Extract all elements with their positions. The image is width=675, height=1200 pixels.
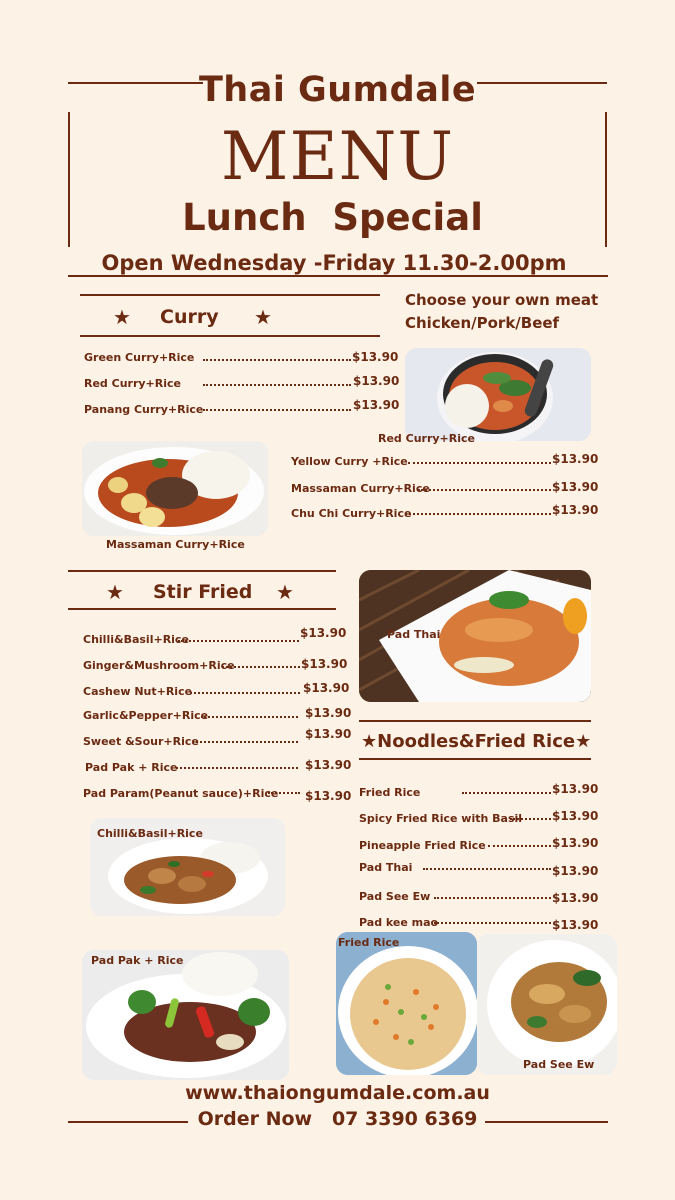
dot-leader xyxy=(408,462,551,464)
stir-fried-rule-top xyxy=(68,570,336,572)
menu-item-name: Sweet &Sour+Rice xyxy=(83,735,199,748)
choose-meat-note xyxy=(405,289,598,335)
menu-item-price: $13.90 xyxy=(305,789,352,803)
fried-rice-photo xyxy=(336,932,477,1075)
menu-item-price: $13.90 xyxy=(552,452,599,466)
star-icon: ★ xyxy=(113,305,131,329)
pad-see-ew-caption: Pad See Ew xyxy=(523,1058,595,1071)
noodles-rule-bottom xyxy=(359,758,591,760)
menu-item-name: Pad See Ew xyxy=(359,890,431,903)
menu-item-name: Garlic&Pepper+Rice xyxy=(83,709,209,722)
opening-hours: Open Wednesday -Friday 11.30-2.00pm xyxy=(101,251,567,275)
dot-leader xyxy=(434,922,551,924)
star-icon: ★ xyxy=(575,731,592,752)
pad-pak-photo xyxy=(82,950,289,1080)
menu-item-price: $13.90 xyxy=(353,398,400,412)
chilli-basil-caption: Chilli&Basil+Rice xyxy=(97,827,203,840)
fried-rice-caption: Fried Rice xyxy=(338,936,400,949)
red-curry-photo xyxy=(405,348,591,441)
menu-item-name: Fried Rice xyxy=(359,786,421,799)
shop-name: Thai Gumdale xyxy=(198,70,477,110)
dot-leader xyxy=(203,359,351,361)
menu-item-price: $13.90 xyxy=(305,706,352,720)
star-icon: ★ xyxy=(276,580,294,604)
menu-item-name: Pineapple Fried Rice xyxy=(359,839,486,852)
star-icon: ★ xyxy=(254,305,272,329)
massaman-image xyxy=(82,441,268,536)
pad-see-ew-photo xyxy=(477,934,617,1075)
stir-fried-rule-bottom xyxy=(68,608,336,610)
curry-rule-top xyxy=(80,294,380,296)
dot-leader xyxy=(488,845,551,847)
menu-item-price: $13.90 xyxy=(552,864,599,878)
stir-fried-title: Stir Fried xyxy=(153,581,253,603)
website-link[interactable]: www.thaiongumdale.com.au xyxy=(185,1082,490,1104)
dot-leader xyxy=(510,818,551,820)
dot-leader xyxy=(222,666,300,668)
dot-leader xyxy=(203,409,351,411)
star-icon: ★ xyxy=(361,731,378,752)
dot-leader xyxy=(405,513,551,515)
menu-item-price: $13.90 xyxy=(353,374,400,388)
menu-item-name: Green Curry+Rice xyxy=(84,351,195,364)
menu-item-price: $13.90 xyxy=(552,480,599,494)
menu-item-name: Red Curry+Rice xyxy=(84,377,181,390)
pad-thai-caption: Pad Thai xyxy=(387,628,441,641)
dot-leader xyxy=(462,792,551,794)
menu-item-name: Massaman Curry+Rice xyxy=(291,482,430,495)
curry-title: Curry xyxy=(160,306,219,328)
menu-item-price: $13.90 xyxy=(552,809,599,823)
choose-meat-line2: Chicken/Pork/Beef xyxy=(405,314,560,332)
dot-leader xyxy=(203,384,351,386)
pad-pak-image xyxy=(82,950,289,1080)
footer-rule-right xyxy=(485,1121,608,1123)
curry-rule-bottom xyxy=(80,335,380,337)
menu-item-name: Yellow Curry +Rice xyxy=(291,455,408,468)
dot-leader xyxy=(178,640,299,642)
menu-item-name: Pad Pak + Rice xyxy=(85,761,178,774)
menu-item-price: $13.90 xyxy=(301,657,348,671)
menu-item-name: Panang Curry+Rice xyxy=(84,403,204,416)
menu-item-price: $13.90 xyxy=(552,503,599,517)
choose-meat-line1: Choose your own meat xyxy=(405,291,599,309)
menu-item-name: Pad Thai xyxy=(359,861,413,874)
menu-item-price: $13.90 xyxy=(552,782,599,796)
menu-item-name: Pad Param(Peanut sauce)+Rice xyxy=(83,787,279,800)
red-curry-caption: Red Curry+Rice xyxy=(378,432,475,445)
menu-item-name: Ginger&Mushroom+Rice xyxy=(83,659,235,672)
menu-item-name: Chilli&Basil+Rice xyxy=(83,633,189,646)
pad-see-ew-image xyxy=(477,934,617,1075)
pad-pak-caption: Pad Pak + Rice xyxy=(91,954,184,967)
menu-item-price: $13.90 xyxy=(352,350,399,364)
massaman-photo xyxy=(82,441,268,536)
fried-rice-image xyxy=(336,932,477,1075)
dot-leader xyxy=(418,489,551,491)
star-icon: ★ xyxy=(106,580,124,604)
menu-item-price: $13.90 xyxy=(303,681,350,695)
menu-item-price: $13.90 xyxy=(552,836,599,850)
dot-leader xyxy=(192,741,298,743)
noodles-title: Noodles&Fried Rice xyxy=(377,731,576,752)
menu-item-price: $13.90 xyxy=(552,918,599,932)
menu-item-name: Pad kee mao xyxy=(359,916,439,929)
dot-leader xyxy=(190,692,300,694)
menu-item-name: Spicy Fried Rice with Basil xyxy=(359,812,523,825)
lunch-special-title: Lunch Special xyxy=(182,196,483,239)
dot-leader xyxy=(268,792,300,794)
menu-item-price: $13.90 xyxy=(305,758,352,772)
noodles-rule-top xyxy=(359,720,591,722)
dot-leader xyxy=(434,897,551,899)
menu-item-name: Cashew Nut+Rice xyxy=(83,685,193,698)
menu-item-price: $13.90 xyxy=(305,727,352,741)
dot-leader xyxy=(423,868,551,870)
dot-leader xyxy=(176,767,298,769)
menu-item-price: $13.90 xyxy=(300,626,347,640)
red-curry-image xyxy=(405,348,591,441)
dot-leader xyxy=(201,716,298,718)
noodles-header xyxy=(361,731,591,752)
order-phone[interactable]: Order Now 07 3390 6369 xyxy=(197,1108,478,1130)
hours-underline xyxy=(68,275,608,277)
massaman-caption: Massaman Curry+Rice xyxy=(106,538,245,551)
menu-item-name: Chu Chi Curry+Rice xyxy=(291,507,412,520)
menu-title: MENU xyxy=(220,118,455,195)
menu-item-price: $13.90 xyxy=(552,891,599,905)
